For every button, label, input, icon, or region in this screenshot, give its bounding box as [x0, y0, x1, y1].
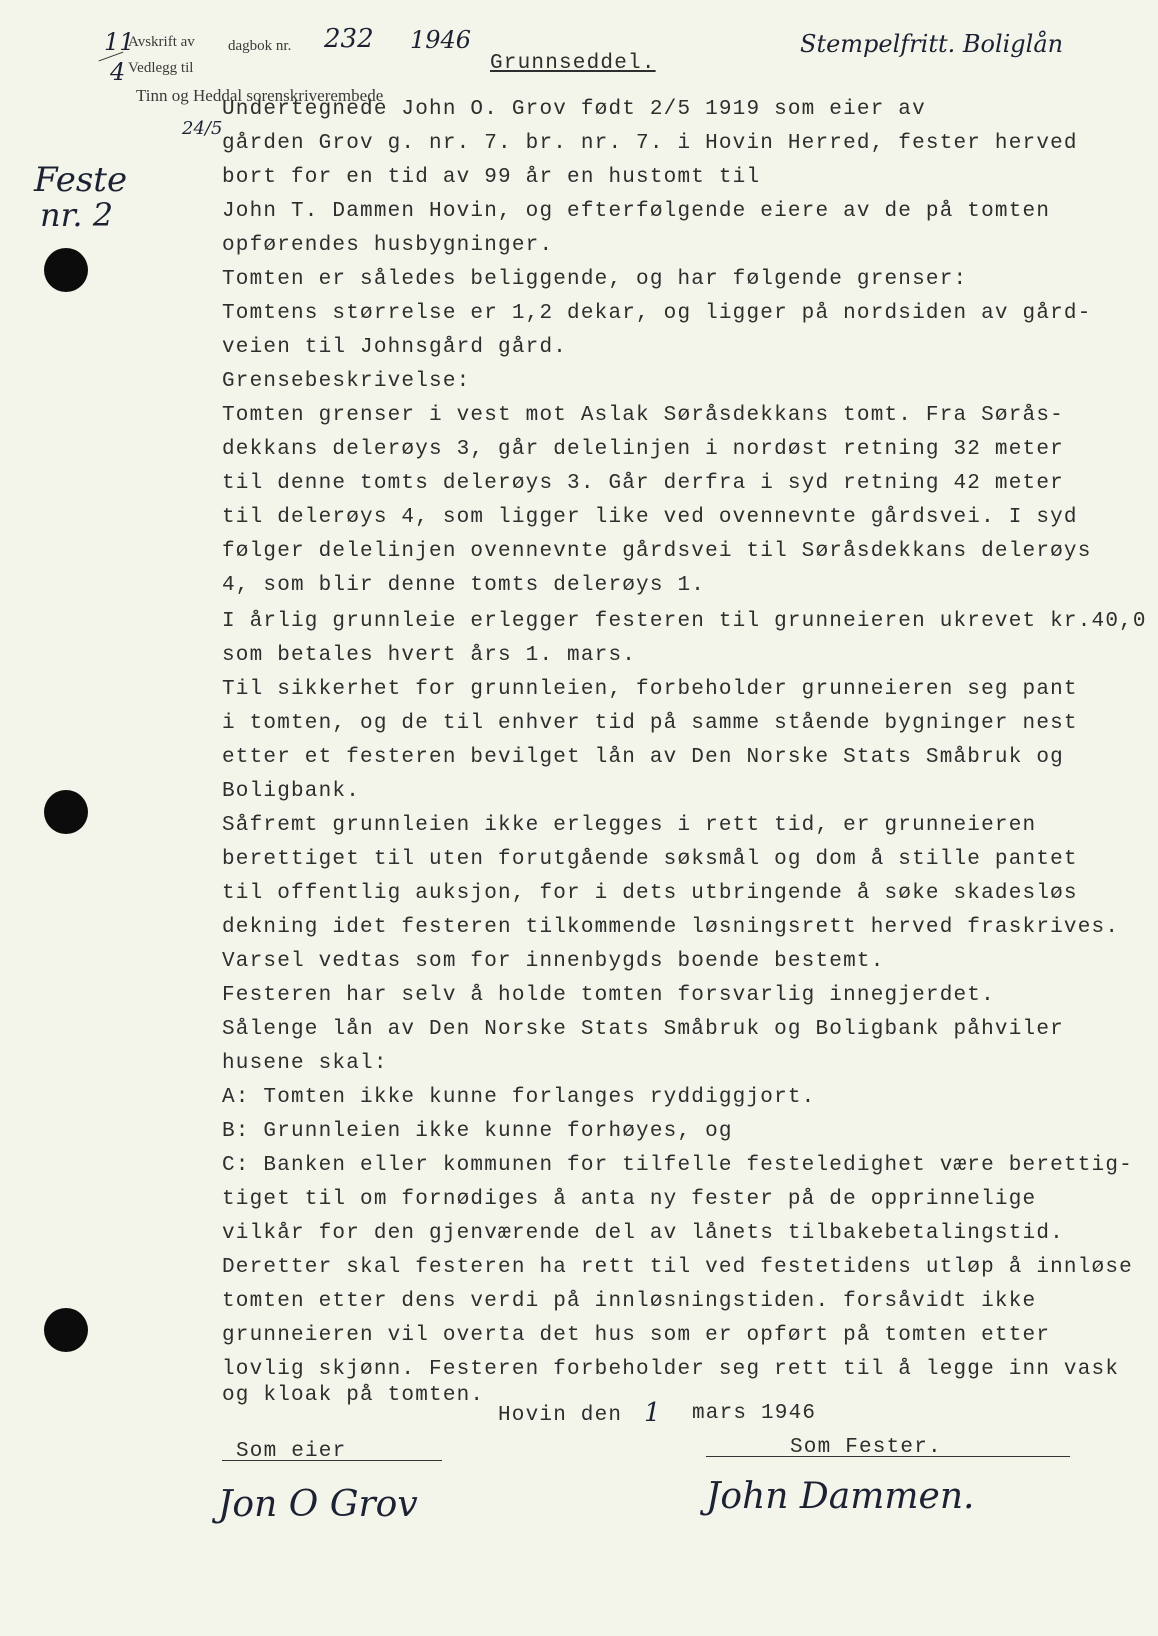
body-line: John T. Dammen Hovin, og efterfølgende eiere av de på tomten	[222, 200, 1051, 223]
body-line: I årlig grunnleie erlegger festeren til grunneieren ukrevet kr.40,0	[222, 610, 1147, 633]
stamp-note: 24/5	[182, 118, 223, 139]
owner-label: Som eier	[236, 1440, 347, 1463]
dateline-month-year: mars 1946	[692, 1402, 817, 1425]
body-line: i tomten, og de til enhver tid på samme stående bygninger nest	[222, 712, 1078, 735]
body-line: og kloak på tomten.	[222, 1384, 485, 1407]
body-line: opførendes husbygninger.	[222, 234, 554, 257]
top-right-note: Stempelfritt. Boliglån	[800, 30, 1064, 58]
body-line: veien til Johnsgård gård.	[222, 336, 568, 359]
body-line: tomten etter dens verdi på innløsningstiden. forsåvidt ikke	[222, 1290, 1037, 1313]
body-text	[222, 0, 1147, 1407]
body-line: Festeren har selv å holde tomten forsvarlig innegjerdet.	[222, 984, 995, 1007]
body-line: grunneieren vil overta det hus som er opført på tomten etter	[222, 1324, 1051, 1347]
body-line: Deretter skal festeren ha rett til ved festetidens utløp å innløse	[222, 1256, 1133, 1279]
body-line: gården Grov g. nr. 7. br. nr. 7. i Hovin Herred, fester herved	[222, 132, 1078, 155]
body-line: Varsel vedtas som for innenbygds boende bestemt.	[222, 950, 885, 973]
body-line: Tomten er således beliggende, og har følgende grenser:	[222, 268, 968, 291]
body-line: Undertegnede John O. Grov født 2/5 1919 som eier av	[222, 98, 926, 121]
body-line: Såfremt grunnleien ikke erlegges i rett tid, er grunneieren	[222, 814, 1037, 837]
body-line: berettiget til uten forutgående søksmål og dom å stille pantet	[222, 848, 1078, 871]
body-line: 4, som blir denne tomts delerøys 1.	[222, 574, 706, 597]
body-line: Sålenge lån av Den Norske Stats Småbruk og Boligbank påhviler	[222, 1018, 1064, 1041]
dateline-day: 1	[644, 1398, 661, 1428]
body-line: B: Grunnleien ikke kunne forhøyes, og	[222, 1120, 733, 1143]
body-line: tiget til om fornødiges å anta ny fester på de opprinnelige	[222, 1188, 1037, 1211]
body-line: A: Tomten ikke kunne forlanges ryddiggjort.	[222, 1086, 816, 1109]
body-line: husene skal:	[222, 1052, 388, 1075]
stamp-line-1-mid: dagbok nr.	[228, 38, 292, 54]
stamp-line-2: Vedlegg til	[128, 60, 194, 76]
body-line: dekning idet festeren tilkommende løsningsrett herved fraskrives.	[222, 916, 1120, 939]
body-line: til offentlig auksjon, for i dets utbringende å søke skadesløs	[222, 882, 1078, 905]
punch-hole-middle	[44, 790, 88, 834]
body-line: til delerøys 4, som ligger like ved ovennevnte gårdsvei. I syd	[222, 506, 1078, 529]
margin-note-line-1: Feste	[34, 160, 128, 200]
owner-signature-line	[222, 1460, 442, 1461]
dateline-place: Hovin den	[498, 1404, 623, 1427]
margin-note-line-2: nr. 2	[40, 196, 114, 234]
body-line: dekkans delerøys 3, går delelinjen i nordøst retning 32 meter	[222, 438, 1064, 461]
body-line: Tomten grenser i vest mot Aslak Søråsdekkans tomt. Fra Sørås-	[222, 404, 1064, 427]
punch-hole-bottom	[44, 1308, 88, 1352]
stamp-line-3: Tinn og Heddal sorenskriverembede	[136, 86, 384, 105]
body-line: C: Banken eller kommunen for tilfelle festeledighet være berettig-	[222, 1154, 1133, 1177]
owner-signature: Jon O Grov	[218, 1484, 418, 1525]
stamp-line-1-prefix: Avskrift av	[128, 34, 195, 50]
document-title: Grunnseddel.	[490, 52, 656, 75]
body-line: lovlig skjønn. Festeren forbeholder seg rett til å legge inn vask	[222, 1358, 1120, 1381]
body-line: Til sikkerhet for grunnleien, forbeholder grunneieren seg pant	[222, 678, 1078, 701]
body-line: bort for en tid av 99 år en hustomt til	[222, 166, 761, 189]
body-line: som betales hvert års 1. mars.	[222, 644, 637, 667]
body-line: følger delelinjen ovennevnte gårdsvei til Søråsdekkans delerøys	[222, 540, 1092, 563]
body-line: Boligbank.	[222, 780, 361, 803]
fester-signature: John Dammen.	[706, 1476, 975, 1517]
stamp-year: 1946	[410, 26, 472, 54]
punch-hole-top	[44, 248, 88, 292]
margin-date-top: 11	[104, 28, 135, 56]
body-line: Tomtens størrelse er 1,2 dekar, og ligger på nordsiden av gård-	[222, 302, 1092, 325]
margin-date-bottom: 4	[110, 58, 126, 86]
body-line: vilkår for den gjenværende del av lånets tilbakebetalingstid.	[222, 1222, 1064, 1245]
body-line: til denne tomts delerøys 3. Går derfra i syd retning 42 meter	[222, 472, 1064, 495]
fester-label: Som Fester.	[790, 1436, 942, 1459]
fester-signature-line	[706, 1456, 1070, 1457]
dagbok-number: 232	[324, 24, 374, 54]
body-line: Grensebeskrivelse:	[222, 370, 471, 393]
body-line: etter et festeren bevilget lån av Den Norske Stats Småbruk og	[222, 746, 1064, 769]
